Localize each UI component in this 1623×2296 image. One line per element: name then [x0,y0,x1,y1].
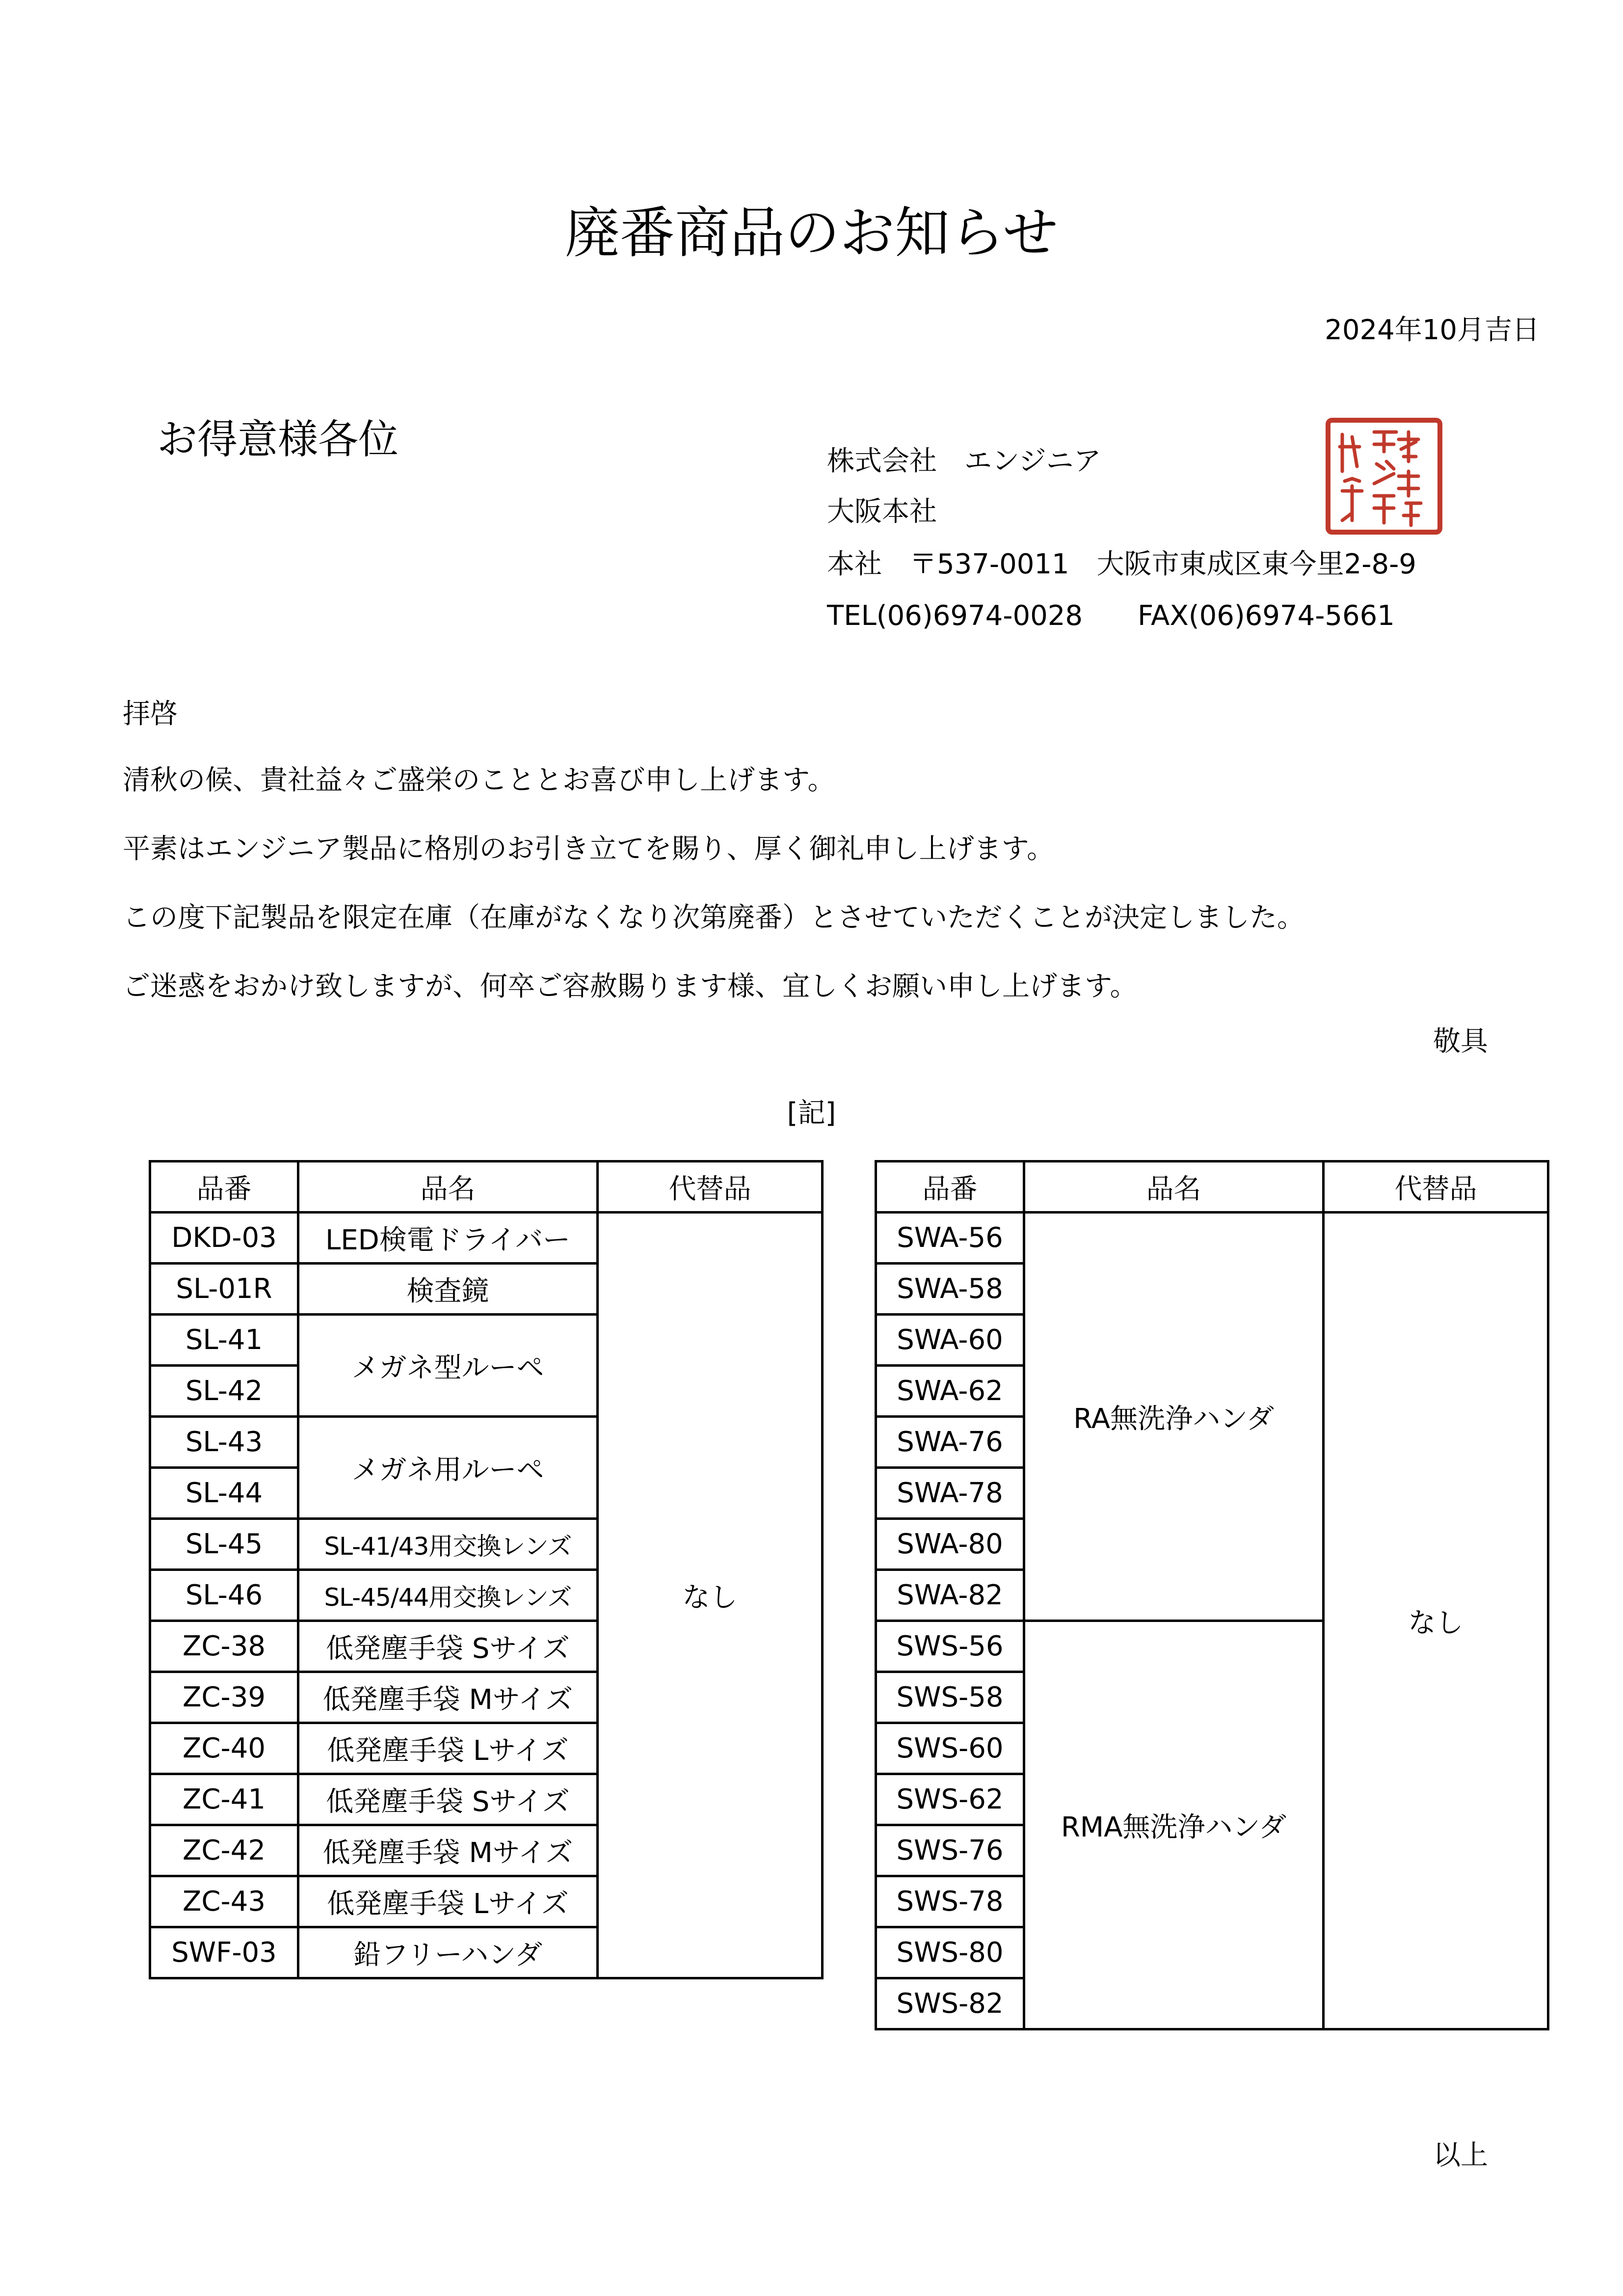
header-code: 品番 [876,1162,1024,1213]
product-name: SL-45/44用交換レンズ [298,1570,598,1621]
product-name: RA無洗浄ハンダ [1024,1213,1324,1621]
product-name: 低発塵手袋 Lサイズ [298,1876,598,1927]
body-line-2: 平素はエンジニア製品に格別のお引き立てを賜り、厚く御礼申し上げます。 [123,833,1055,865]
product-code: SWS-82 [876,1978,1024,2029]
product-code: SL-01R [150,1264,298,1315]
salutation: 拝啓 [123,698,178,730]
product-name: メガネ用ルーペ [298,1417,598,1519]
page-title: 廃番商品のお知らせ [565,201,1058,265]
table-row [876,1213,1548,1264]
product-code: SL-44 [150,1468,298,1519]
product-name: LED検電ドライバー [298,1213,598,1264]
product-code: SWA-76 [876,1417,1024,1468]
product-code: SWA-56 [876,1213,1024,1264]
product-name: メガネ型ルーペ [298,1315,598,1417]
sender-office: 大阪本社 [827,496,937,528]
closing-keigu: 敬具 [1433,1026,1488,1057]
product-name: RMA無洗浄ハンダ [1024,1621,1324,2029]
product-code: SL-41 [150,1315,298,1366]
discontinued-table-left [149,1160,824,1979]
product-code: SL-42 [150,1366,298,1417]
product-code: ZC-41 [150,1774,298,1825]
product-code: SL-45 [150,1519,298,1570]
body-line-3: この度下記製品を限定在庫（在庫がなくなり次第廃番）とさせていただくことが決定しました。 [123,902,1304,934]
header-replacement: 代替品 [1324,1162,1548,1213]
product-code: ZC-43 [150,1876,298,1927]
product-code: SWA-60 [876,1315,1024,1366]
replacement-cell: なし [1324,1213,1548,2029]
product-code: SWF-03 [150,1927,298,1978]
header-code: 品番 [150,1162,298,1213]
company-seal-stamp [1325,417,1443,535]
product-code: ZC-40 [150,1723,298,1774]
sender-address: 本社 〒537-0011 大阪市東成区東今里2-8-9 [827,548,1416,580]
header-name: 品名 [298,1162,598,1213]
product-code: ZC-38 [150,1621,298,1672]
product-code: SWA-62 [876,1366,1024,1417]
replacement-cell: なし [598,1213,823,1978]
product-code: SWS-62 [876,1774,1024,1825]
product-code: SL-43 [150,1417,298,1468]
table-row [150,1213,823,1264]
product-name: 低発塵手袋 Mサイズ [298,1825,598,1876]
body-line-1: 清秋の候、貴社益々ご盛栄のこととお喜び申し上げます。 [123,764,835,796]
product-code: ZC-39 [150,1672,298,1723]
product-code: SWS-80 [876,1927,1024,1978]
product-code: SWA-80 [876,1519,1024,1570]
product-code: ZC-42 [150,1825,298,1876]
body-line-4: ご迷惑をおかけ致しますが、何卒ご容赦賜ります様、宜しくお願い申し上げます。 [123,971,1138,1002]
product-name: 低発塵手袋 Lサイズ [298,1723,598,1774]
product-code: SWS-78 [876,1876,1024,1927]
product-code: SWS-56 [876,1621,1024,1672]
product-name: 検査鏡 [298,1264,598,1315]
table-header-row [876,1162,1548,1213]
product-name: 鉛フリーハンダ [298,1927,598,1978]
sender-phone-fax: TEL(06)6974-0028 FAX(06)6974-5661 [827,600,1395,632]
end-mark: 以上 [1433,2139,1488,2171]
product-code: SWS-60 [876,1723,1024,1774]
product-code: DKD-03 [150,1213,298,1264]
issue-date: 2024年10月吉日 [1325,314,1540,346]
product-code: SWS-58 [876,1672,1024,1723]
product-code: SWA-78 [876,1468,1024,1519]
product-name: 低発塵手袋 Sサイズ [298,1774,598,1825]
addressee: お得意様各位 [157,416,399,463]
discontinued-table-right [875,1160,1549,2030]
header-replacement: 代替品 [598,1162,823,1213]
product-code: SWS-76 [876,1825,1024,1876]
product-name: 低発塵手袋 Sサイズ [298,1621,598,1672]
header-name: 品名 [1024,1162,1324,1213]
product-name: 低発塵手袋 Mサイズ [298,1672,598,1723]
product-name: SL-41/43用交換レンズ [298,1519,598,1570]
ki-heading: [記] [787,1097,836,1129]
sender-company: 株式会社 エンジニア [827,445,1101,477]
product-code: SL-46 [150,1570,298,1621]
table-header-row [150,1162,823,1213]
product-code: SWA-58 [876,1264,1024,1315]
product-code: SWA-82 [876,1570,1024,1621]
